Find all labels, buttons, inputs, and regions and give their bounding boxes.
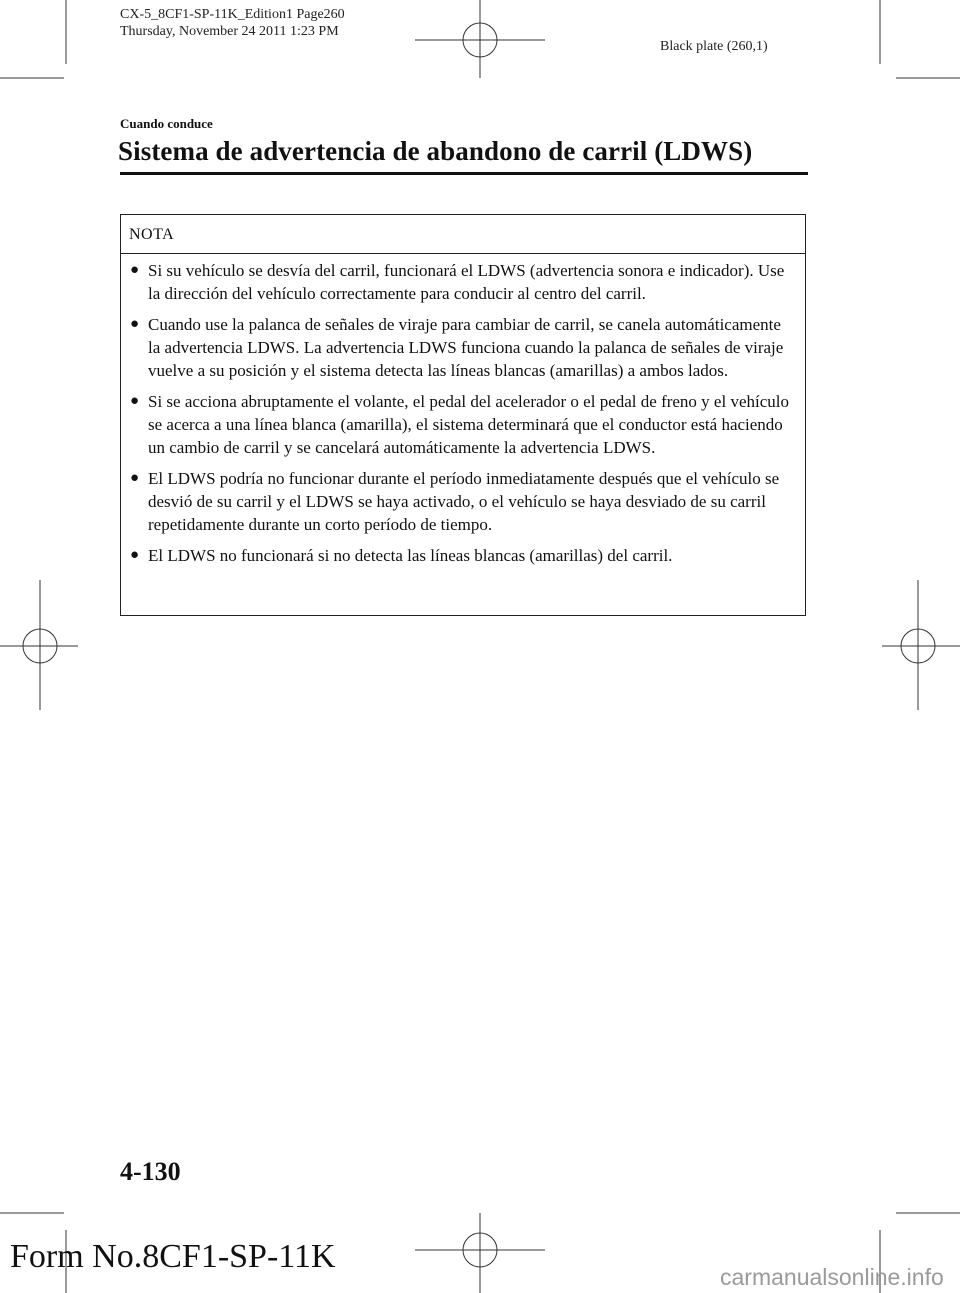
note-item-text: Cuando use la palanca de señales de viraje para cambiar de carril, se canela automáticamente la advertencia LDWS. La advertencia LDWS funciona cuando la palanca de señales de viraje vuelve a su posición y el sistema detecta las líneas blancas (amarillas) a ambos lados.: [148, 315, 784, 380]
note-box: [120, 214, 806, 616]
note-item-text: Si su vehículo se desvía del carril, funcionará el LDWS (advertencia sonora e indicador). Use la dirección del vehículo correctamente para conducir al centro del carril.: [148, 261, 785, 303]
registration-right-icon: [882, 580, 960, 710]
note-item-text: El LDWS podría no funcionar durante el período inmediatamente después que el vehículo se desvió de su carril y el LDWS se haya activado, o el vehículo se haya desviado de su carril repetidamente durante un corto período de tiempo.: [148, 469, 780, 534]
note-item: [121, 544, 805, 567]
note-list: [121, 254, 805, 567]
note-heading: NOTA: [121, 215, 805, 254]
note-item-text: El LDWS no funcionará si no detecta las líneas blancas (amarillas) del carril.: [148, 546, 673, 565]
bullet-icon: ●: [130, 470, 140, 486]
note-item: [121, 313, 805, 382]
bullet-icon: ●: [130, 316, 140, 332]
bullet-icon: ●: [130, 547, 140, 563]
date-line: Thursday, November 24 2011 1:23 PM: [120, 24, 339, 39]
bullet-icon: ●: [130, 393, 140, 409]
page-number: 4-130: [120, 1157, 181, 1186]
note-item: [121, 259, 805, 305]
bullet-icon: ●: [130, 262, 140, 278]
note-item: [121, 467, 805, 536]
section-label: Cuando conduce: [120, 116, 213, 131]
note-item-text: Si se acciona abruptamente el volante, el pedal del acelerador o el pedal de freno y el vehículo se acerca a una línea blanca (amarilla), el sistema determinará que el conductor está haciendo un cambio de carril y se cancelará automáticamente la advertencia LDWS.: [148, 392, 789, 457]
plate-label: Black plate (260,1): [660, 39, 768, 54]
form-number: Form No.8CF1-SP-11K: [10, 1238, 336, 1275]
note-item: [121, 390, 805, 459]
file-line: CX-5_8CF1-SP-11K_Edition1 Page260: [120, 7, 345, 22]
registration-bottom-icon: [415, 1213, 545, 1293]
page-title: Sistema de advertencia de abandono de carril (LDWS): [118, 136, 753, 166]
registration-top-icon: [415, 0, 545, 78]
registration-left-icon: [0, 580, 78, 710]
title-rule: [120, 172, 808, 175]
watermark: carmanualsonline.info: [720, 1264, 944, 1290]
print-info: [120, 6, 345, 40]
